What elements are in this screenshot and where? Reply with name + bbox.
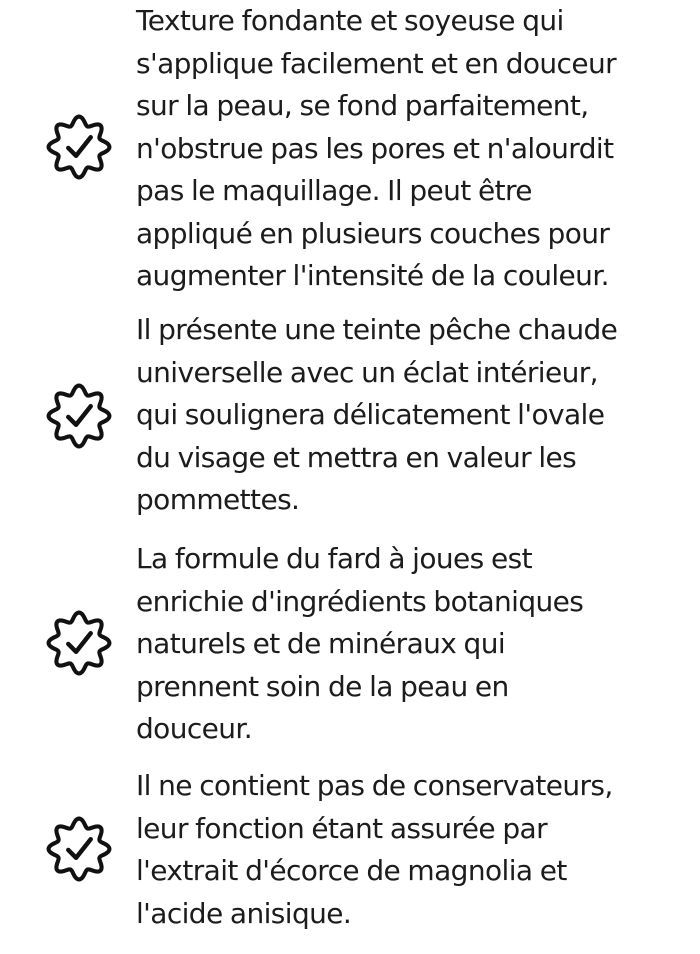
verified-check-badge-icon (40, 810, 118, 888)
verified-check-badge-icon (40, 108, 118, 186)
verified-check-badge-icon (40, 604, 118, 682)
feature-text: Texture fondante et soyeuse qui s'applique facilement et en douceur sur la peau, se fond parfaitement, n'obstrue pas les pores et n'alourdit pas le maquillage. Il peut être appliqué en plusieurs couches pour augmenter l'intensité de la couleur. (136, 4, 617, 292)
feature-text: Il présente une teinte pêche chaude universelle avec un éclat intérieur, qui soulignera délicatement l'ovale du visage et mettra en valeur les pommettes. (136, 313, 618, 516)
verified-check-badge-icon (40, 377, 118, 455)
feature-text: La formule du fard à joues est enrichie d'ingrédients botaniques naturels et de minéraux qui prennent soin de la peau en douceur. (136, 542, 584, 745)
feature-text: Il ne contient pas de conservateurs, leur fonction étant assurée par l'extrait d'écorce de magnolia et l'acide anisique. (136, 769, 613, 930)
